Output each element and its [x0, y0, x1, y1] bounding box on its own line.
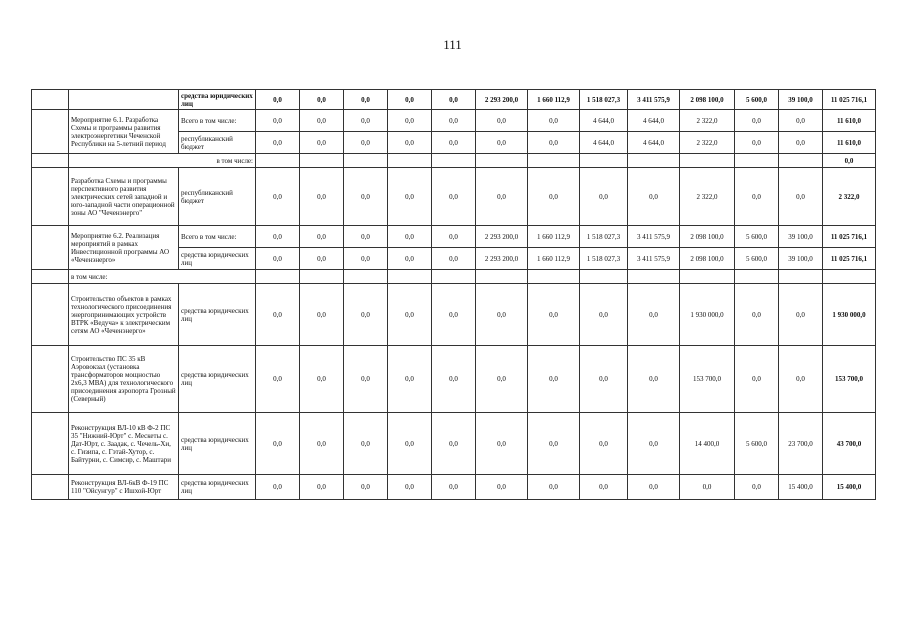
- empty-cell: [432, 154, 476, 168]
- empty-cell: [32, 110, 69, 154]
- value-cell: 39 100,0: [779, 226, 823, 248]
- total-cell: 11 610,0: [823, 132, 876, 154]
- value-cell: 0,0: [256, 475, 300, 500]
- value-cell: 0,0: [476, 110, 528, 132]
- value-cell: 0,0: [580, 413, 628, 475]
- empty-cell: [256, 154, 300, 168]
- value-cell: 0,0: [779, 284, 823, 346]
- table-row: [32, 346, 876, 413]
- value-cell: 0,0: [432, 475, 476, 500]
- funding-source-cell: республиканский бюджет: [179, 132, 256, 154]
- total-cell: 15 400,0: [823, 475, 876, 500]
- value-cell: 0,0: [580, 346, 628, 413]
- value-cell: 0,0: [628, 413, 680, 475]
- value-cell: 4 644,0: [628, 132, 680, 154]
- total-cell: 153 700,0: [823, 346, 876, 413]
- value-cell: 0,0: [344, 346, 388, 413]
- value-cell: 0,0: [388, 284, 432, 346]
- total-cell: 11 610,0: [823, 110, 876, 132]
- funding-source-cell: республиканский бюджет: [179, 168, 256, 226]
- empty-cell: [300, 270, 344, 284]
- value-cell: 0,0: [735, 475, 779, 500]
- value-cell: 0,0: [256, 132, 300, 154]
- empty-cell: [300, 154, 344, 168]
- funding-source-cell: средства юридических лиц: [179, 346, 256, 413]
- value-cell: 0,0: [300, 90, 344, 110]
- value-cell: 0,0: [432, 248, 476, 270]
- value-cell: 1 660 112,9: [528, 90, 580, 110]
- value-cell: 0,0: [432, 413, 476, 475]
- empty-cell: [32, 226, 69, 270]
- value-cell: 0,0: [476, 284, 528, 346]
- value-cell: 0,0: [300, 248, 344, 270]
- value-cell: 0,0: [735, 110, 779, 132]
- value-cell: 0,0: [476, 413, 528, 475]
- value-cell: 2 293 200,0: [476, 226, 528, 248]
- value-cell: 5 600,0: [735, 90, 779, 110]
- value-cell: 0,0: [528, 132, 580, 154]
- empty-cell: [476, 270, 528, 284]
- value-cell: 3 411 575,9: [628, 248, 680, 270]
- value-cell: 0,0: [735, 168, 779, 226]
- funding-source-cell: Всего в том числе:: [179, 110, 256, 132]
- total-cell: 11 025 716,1: [823, 90, 876, 110]
- value-cell: 0,0: [528, 346, 580, 413]
- funding-source-cell: средства юридических лиц: [179, 90, 256, 110]
- value-cell: 2 322,0: [680, 168, 735, 226]
- value-cell: 2 293 200,0: [476, 90, 528, 110]
- total-cell: 1 930 000,0: [823, 284, 876, 346]
- table-row: [32, 168, 876, 226]
- value-cell: 1 660 112,9: [528, 226, 580, 248]
- value-cell: 0,0: [300, 346, 344, 413]
- value-cell: 0,0: [344, 90, 388, 110]
- value-cell: 0,0: [256, 110, 300, 132]
- empty-cell: [628, 154, 680, 168]
- value-cell: 0,0: [388, 226, 432, 248]
- value-cell: 0,0: [528, 475, 580, 500]
- value-cell: 0,0: [628, 284, 680, 346]
- value-cell: 0,0: [388, 90, 432, 110]
- value-cell: 0,0: [300, 132, 344, 154]
- value-cell: 1 660 112,9: [528, 248, 580, 270]
- value-cell: 4 644,0: [580, 132, 628, 154]
- value-cell: 0,0: [779, 132, 823, 154]
- total-cell: 11 025 716,1: [823, 226, 876, 248]
- value-cell: 0,0: [476, 346, 528, 413]
- description-cell: Реконструкция ВЛ-10 кВ Ф-2 ПС 35 "Нижний-Юрт" с. Мескеты с. Дат-Юрт, с. Заадак, с. Чечель-Хи, с. Гизипа, с. Гэтай-Хутор, с. Байтурни, с. Симсир, с. Маштари: [69, 413, 179, 475]
- value-cell: 0,0: [528, 284, 580, 346]
- empty-cell: [528, 270, 580, 284]
- funding-source-cell: средства юридических лиц: [179, 475, 256, 500]
- value-cell: 0,0: [256, 248, 300, 270]
- value-cell: 5 600,0: [735, 248, 779, 270]
- empty-cell: [432, 270, 476, 284]
- empty-cell: [32, 346, 69, 413]
- value-cell: 0,0: [344, 248, 388, 270]
- including-label: в том числе:: [69, 270, 256, 284]
- empty-cell: [476, 154, 528, 168]
- value-cell: 0,0: [432, 284, 476, 346]
- empty-cell: [779, 270, 823, 284]
- empty-cell: [628, 270, 680, 284]
- empty-cell: [32, 413, 69, 475]
- empty-cell: [735, 154, 779, 168]
- value-cell: 0,0: [628, 346, 680, 413]
- value-cell: 0,0: [528, 110, 580, 132]
- value-cell: 0,0: [476, 132, 528, 154]
- value-cell: 0,0: [432, 226, 476, 248]
- empty-cell: [344, 270, 388, 284]
- value-cell: 0,0: [580, 284, 628, 346]
- empty-cell: [779, 154, 823, 168]
- value-cell: 0,0: [528, 413, 580, 475]
- value-cell: 0,0: [344, 110, 388, 132]
- value-cell: 5 600,0: [735, 226, 779, 248]
- value-cell: 0,0: [528, 168, 580, 226]
- value-cell: 0,0: [432, 346, 476, 413]
- empty-cell: [32, 168, 69, 226]
- description-cell: Мероприятие 6.1. Разработка Схемы и программы развития электроэнергетики Чеченской Республики на 5-летний период: [69, 110, 179, 154]
- description-cell: Строительство ПС 35 кВ Аэровокзал (установка трансформаторов мощностью 2х6,3 МВА) для технологического присоединения аэропорта Грозный (Северный): [69, 346, 179, 413]
- value-cell: 0,0: [300, 168, 344, 226]
- total-cell: 2 322,0: [823, 168, 876, 226]
- value-cell: 0,0: [388, 248, 432, 270]
- empty-cell: [735, 270, 779, 284]
- value-cell: 0,0: [476, 475, 528, 500]
- value-cell: 0,0: [256, 90, 300, 110]
- table-row: [32, 284, 876, 346]
- value-cell: 3 411 575,9: [628, 226, 680, 248]
- value-cell: 0,0: [388, 346, 432, 413]
- empty-cell: [580, 154, 628, 168]
- value-cell: 0,0: [256, 226, 300, 248]
- value-cell: 0,0: [256, 346, 300, 413]
- funding-source-cell: средства юридических лиц: [179, 284, 256, 346]
- table-row: [32, 413, 876, 475]
- empty-cell: [32, 475, 69, 500]
- empty-cell: [580, 270, 628, 284]
- value-cell: 0,0: [388, 413, 432, 475]
- value-cell: 0,0: [628, 168, 680, 226]
- value-cell: 2 322,0: [680, 110, 735, 132]
- funding-source-cell: средства юридических лиц: [179, 413, 256, 475]
- value-cell: 0,0: [735, 284, 779, 346]
- total-cell: [823, 270, 876, 284]
- value-cell: 0,0: [388, 110, 432, 132]
- value-cell: 39 100,0: [779, 90, 823, 110]
- funding-source-cell: средства юридических лиц: [179, 248, 256, 270]
- value-cell: 0,0: [735, 346, 779, 413]
- value-cell: 0,0: [256, 284, 300, 346]
- page-number: 111: [443, 37, 462, 52]
- value-cell: 0,0: [432, 168, 476, 226]
- table-row: [32, 270, 876, 284]
- value-cell: 1 930 000,0: [680, 284, 735, 346]
- value-cell: 0,0: [344, 168, 388, 226]
- value-cell: 0,0: [680, 475, 735, 500]
- empty-cell: [680, 270, 735, 284]
- value-cell: 14 400,0: [680, 413, 735, 475]
- value-cell: 0,0: [580, 168, 628, 226]
- value-cell: 15 400,0: [779, 475, 823, 500]
- value-cell: 2 293 200,0: [476, 248, 528, 270]
- empty-cell: [256, 270, 300, 284]
- empty-cell: [32, 90, 69, 110]
- total-cell: 43 700,0: [823, 413, 876, 475]
- value-cell: 0,0: [580, 475, 628, 500]
- value-cell: 23 700,0: [779, 413, 823, 475]
- value-cell: 1 518 027,3: [580, 248, 628, 270]
- value-cell: 0,0: [779, 346, 823, 413]
- empty-cell: [32, 284, 69, 346]
- value-cell: 0,0: [300, 110, 344, 132]
- value-cell: 2 098 100,0: [680, 226, 735, 248]
- value-cell: 0,0: [300, 475, 344, 500]
- value-cell: 0,0: [344, 413, 388, 475]
- value-cell: 0,0: [256, 168, 300, 226]
- value-cell: 2 322,0: [680, 132, 735, 154]
- empty-cell: [32, 270, 69, 284]
- value-cell: 0,0: [256, 413, 300, 475]
- value-cell: 1 518 027,3: [580, 226, 628, 248]
- funding-source-cell: Всего в том числе:: [179, 226, 256, 248]
- value-cell: 0,0: [735, 132, 779, 154]
- value-cell: 0,0: [344, 226, 388, 248]
- description-cell: Реконструкция ВЛ-6кВ Ф-19 ПС 110 "Ойсунгур" с Ишхой-Юрт: [69, 475, 179, 500]
- value-cell: 1 518 027,3: [580, 90, 628, 110]
- value-cell: 0,0: [344, 284, 388, 346]
- value-cell: 0,0: [300, 413, 344, 475]
- including-label: в том числе:: [69, 154, 256, 168]
- value-cell: 0,0: [300, 284, 344, 346]
- total-cell: 0,0: [823, 154, 876, 168]
- value-cell: 0,0: [432, 110, 476, 132]
- empty-cell: [388, 154, 432, 168]
- description-cell: Строительство объектов в рамках технологического присоединения энергопринимающих устройств ВТРК «Ведуча» к электрическим сетям АО «Чеченэнерго»: [69, 284, 179, 346]
- empty-cell: [528, 154, 580, 168]
- table-row: [32, 154, 876, 168]
- value-cell: 5 600,0: [735, 413, 779, 475]
- table-row: [32, 110, 876, 132]
- empty-cell: [388, 270, 432, 284]
- value-cell: 3 411 575,9: [628, 90, 680, 110]
- value-cell: 4 644,0: [628, 110, 680, 132]
- value-cell: 0,0: [300, 226, 344, 248]
- budget-table: [31, 89, 876, 500]
- value-cell: 0,0: [432, 132, 476, 154]
- value-cell: 0,0: [476, 168, 528, 226]
- empty-cell: [680, 154, 735, 168]
- value-cell: 0,0: [779, 168, 823, 226]
- description-cell: Мероприятие 6.2. Реализация мероприятий в рамках Инвестиционной программы АО «Чеченэнерго»: [69, 226, 179, 270]
- value-cell: 0,0: [388, 132, 432, 154]
- description-cell: Разработка Схемы и программы перспективного развития электрических сетей западной и юго-западной части операционной зоны АО "Чеченэнерго": [69, 168, 179, 226]
- empty-cell: [344, 154, 388, 168]
- description-cell: [69, 90, 179, 110]
- value-cell: 4 644,0: [580, 110, 628, 132]
- value-cell: 2 098 100,0: [680, 90, 735, 110]
- empty-cell: [32, 154, 69, 168]
- value-cell: 0,0: [344, 132, 388, 154]
- value-cell: 39 100,0: [779, 248, 823, 270]
- value-cell: 0,0: [628, 475, 680, 500]
- total-cell: 11 025 716,1: [823, 248, 876, 270]
- value-cell: 0,0: [344, 475, 388, 500]
- table-row: [32, 226, 876, 248]
- value-cell: 0,0: [779, 110, 823, 132]
- value-cell: 0,0: [432, 90, 476, 110]
- table-row: [32, 90, 876, 110]
- table-row: [32, 475, 876, 500]
- value-cell: 0,0: [388, 475, 432, 500]
- value-cell: 0,0: [388, 168, 432, 226]
- value-cell: 153 700,0: [680, 346, 735, 413]
- value-cell: 2 098 100,0: [680, 248, 735, 270]
